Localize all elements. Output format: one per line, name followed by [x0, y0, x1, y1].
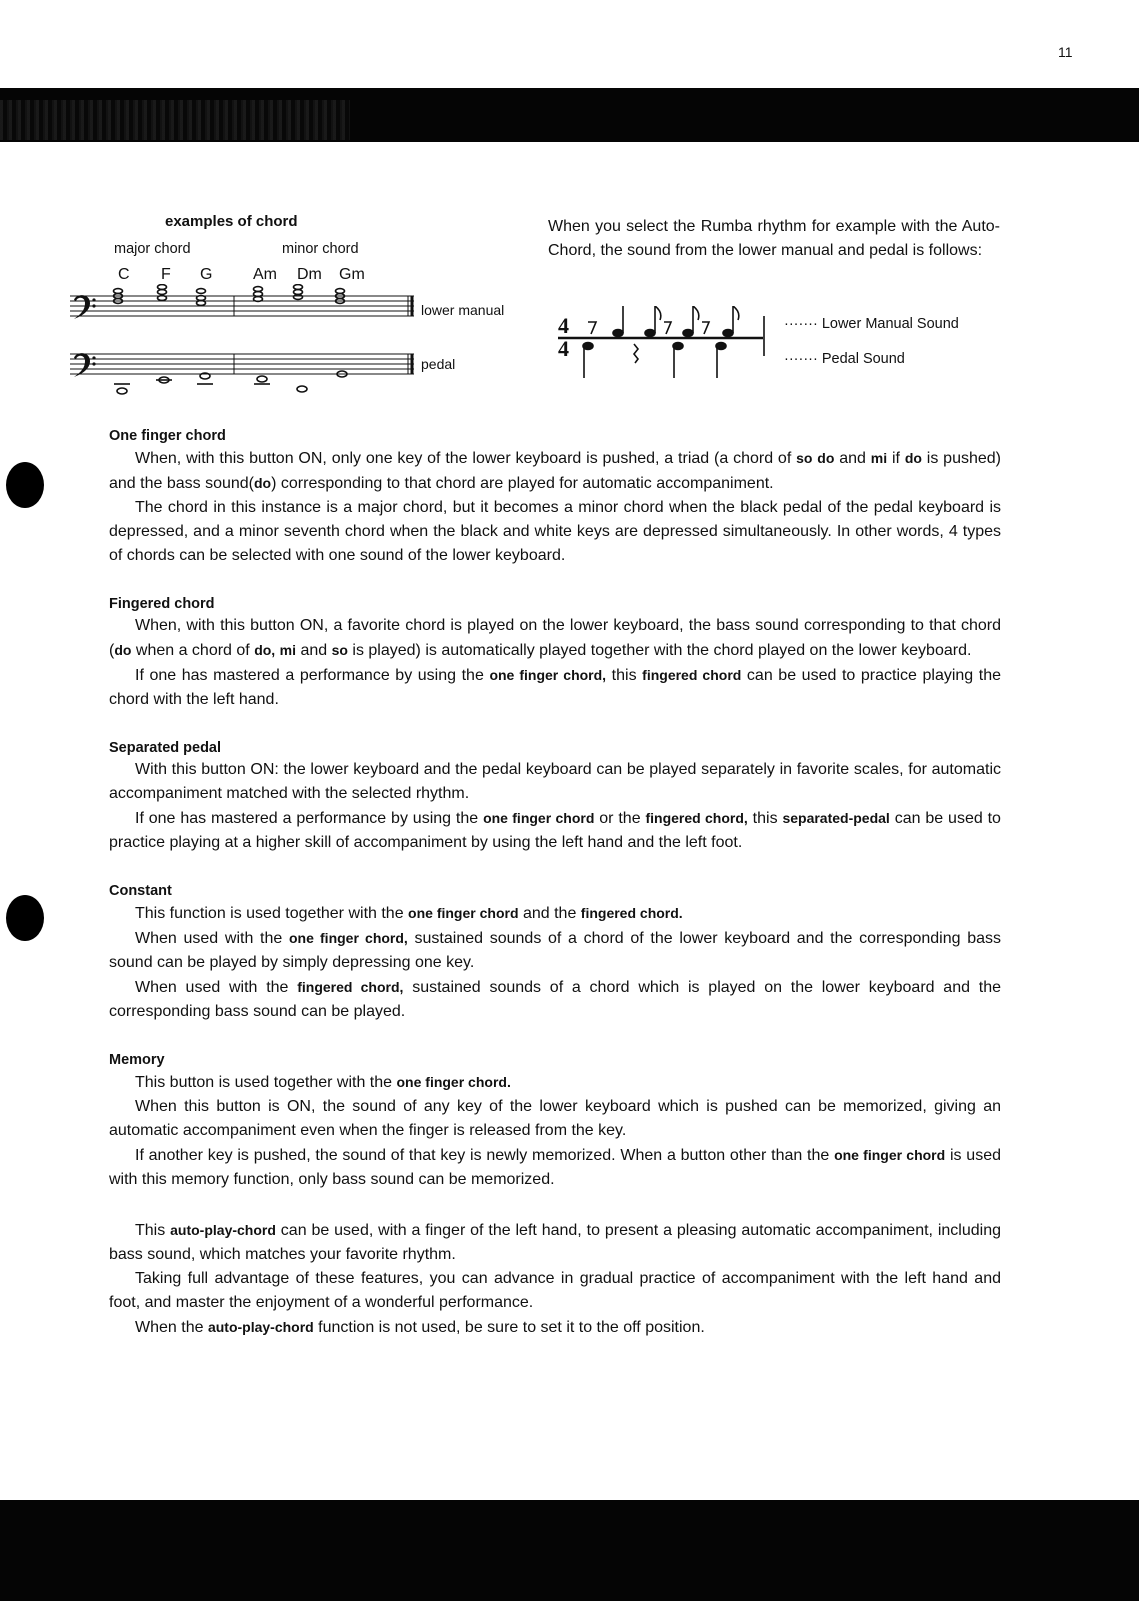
- lower-manual-label: lower manual: [421, 302, 505, 318]
- paragraph: When used with the fingered chord, sustained sounds of a chord which is played on the lower keyboard and the corresponding bass sound can be played.: [109, 979, 1002, 1020]
- section-title: Constant: [109, 883, 172, 899]
- binder-hole-upper: [6, 462, 44, 508]
- paragraph: This function is used together with the one finger chord and the fingered chord.: [135, 905, 683, 922]
- chord-name-am: Am: [253, 266, 277, 283]
- time-sig-top: 4: [558, 313, 569, 338]
- paragraph: This auto-play-chord can be used, with a finger of the left hand, to present a pleasing automatic accompaniment, including bass sound, which matches your favorite rhythm.: [109, 1222, 1002, 1263]
- paragraph: Taking full advantage of these features, you can advance in gradual practice of accompaniment with the left hand and foot, and master the enjoyment of a wonderful performance.: [109, 1270, 1001, 1311]
- chord-name-gm: Gm: [339, 266, 365, 283]
- chord-name-f: F: [161, 266, 171, 283]
- chord-examples-heading: examples of chord: [165, 213, 298, 230]
- rumba-intro: When you select the Rumba rhythm for example with the Auto-Chord, the sound from the lower manual and pedal is follows:: [548, 218, 1000, 259]
- time-sig-bottom: 4: [558, 336, 569, 361]
- section-title: One finger chord: [109, 428, 226, 444]
- section-title: Separated pedal: [109, 740, 222, 756]
- section-fingered-chord: [109, 594, 1001, 712]
- bottom-black-band: [0, 1500, 1139, 1601]
- paragraph: If another key is pushed, the sound of that key is newly memorized. When a button other than the one finger chord is used with this memory function, only bass sound can be memorized.: [109, 1147, 1001, 1188]
- paragraph: If one has mastered a performance by using the one finger chord, this fingered chord can be used to practice playing the chord with the left hand.: [109, 667, 1002, 708]
- paragraph: If one has mastered a performance by using the one finger chord or the fingered chord, this separated-pedal can be used to practice playing at a higher skill of accompaniment by using the left hand and the left foot.: [109, 810, 1001, 851]
- section-constant: [109, 881, 1001, 1024]
- paragraph: When the auto-play-chord function is not used, be sure to set it to the off position.: [135, 1319, 705, 1336]
- section-separated-pedal: [109, 738, 1001, 855]
- paragraph: When, with this button ON, only one key of the lower keyboard is pushed, a triad (a chord of so do and mi if do is pushed) and the bass sound(do) corresponding to that chord are played for automatic accompaniment.: [109, 450, 1001, 492]
- chord-name-dm: Dm: [297, 266, 322, 283]
- chord-name-c: C: [118, 266, 130, 283]
- paragraph: The chord in this instance is a major chord, but it becomes a minor chord when the black pedal of the pedal keyboard is depressed, and a minor seventh chord when the black and white keys are depressed simultaneously. In other words, 4 types of chords can be selected with one sound of the lower keyboard.: [109, 499, 1001, 564]
- pedal-sound-label: ······· Pedal Sound: [784, 351, 905, 367]
- main-content: [109, 426, 1001, 1340]
- lower-manual-sound-label: ······· Lower Manual Sound: [784, 316, 959, 332]
- paragraph: When this button is ON, the sound of any key of the lower keyboard which is pushed can be memorized, giving an automatic accompaniment even when the finger is released from the key.: [109, 1098, 1001, 1139]
- paragraph: When, with this button ON, a favorite chord is played on the lower keyboard, the bass sound corresponding to that chord (do when a chord of do, mi and so is played) is automatically played together with the chord played on the lower keyboard.: [109, 617, 1001, 659]
- minor-chord-label: minor chord: [282, 241, 359, 257]
- rumba-rhythm-notation: [558, 306, 788, 388]
- chord-staff-notation: [70, 284, 420, 409]
- paragraph: When used with the one finger chord, sustained sounds of a chord of the lower keyboard and the corresponding bass sound can be played by simply depressing one key.: [109, 930, 1001, 971]
- section-title: Memory: [109, 1052, 165, 1068]
- section-closing: [109, 1218, 1001, 1340]
- major-chord-label: major chord: [114, 241, 191, 257]
- section-memory: [109, 1050, 1001, 1192]
- page-number: 11: [1058, 44, 1073, 60]
- paragraph: This button is used together with the one finger chord.: [135, 1074, 511, 1091]
- paragraph: With this button ON: the lower keyboard and the pedal keyboard can be played separately in favorite scales, for automatic accompaniment matched with the selected rhythm.: [109, 761, 1001, 802]
- binder-hole-lower: [6, 895, 44, 941]
- top-band-texture: [0, 100, 350, 140]
- chord-name-g: G: [200, 266, 213, 283]
- pedal-label: pedal: [421, 356, 456, 372]
- section-one-finger-chord: [109, 426, 1001, 568]
- section-title: Fingered chord: [109, 596, 215, 612]
